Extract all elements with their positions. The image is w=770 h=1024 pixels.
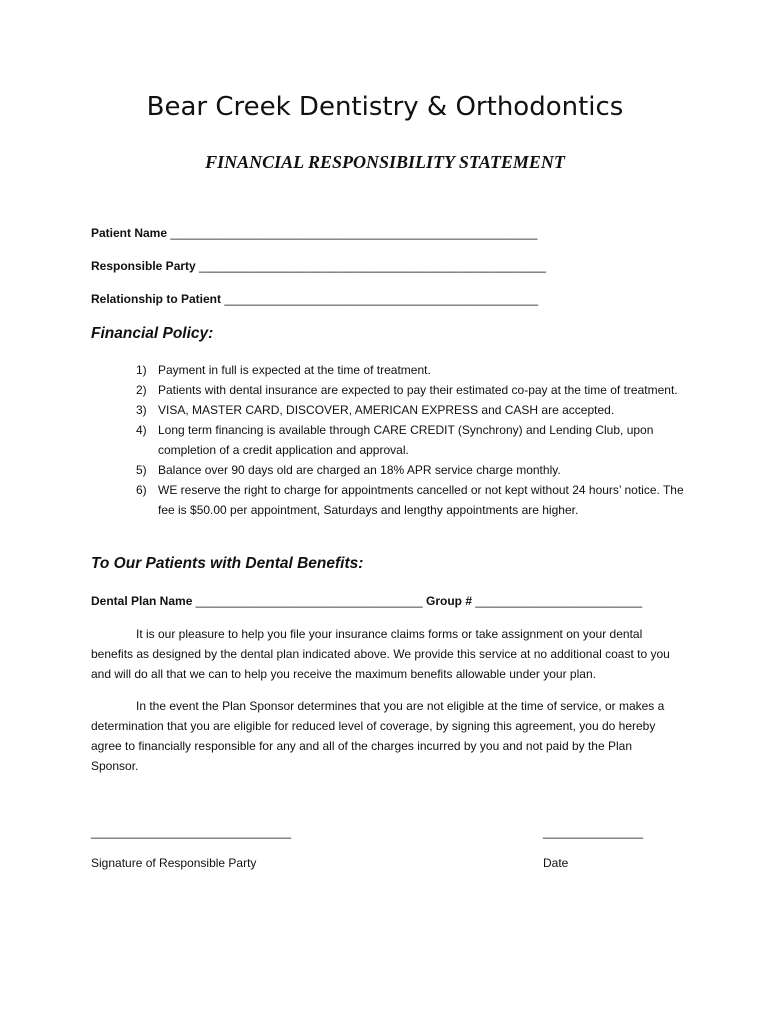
responsible-party-label: Responsible Party bbox=[91, 259, 196, 273]
list-item-text: Long term financing is available through CARE CREDIT (Synchrony) and Lending Club, upon completion of a credit application and approval. bbox=[158, 423, 654, 457]
dental-plan-blank[interactable]: __________________________________ bbox=[195, 594, 423, 608]
financial-policy-heading: Financial Policy: bbox=[91, 325, 214, 342]
relationship-field[interactable] bbox=[91, 292, 538, 306]
list-item-text: WE reserve the right to charge for appointments cancelled or not kept without 24 hours’ notice. The fee is $50.00 per appointment, Saturdays and lengthy appointments are higher. bbox=[158, 483, 684, 517]
relationship-label: Relationship to Patient bbox=[91, 292, 222, 306]
list-item-number: 5) bbox=[136, 463, 147, 477]
signature-label: Signature of Responsible Party bbox=[91, 856, 257, 870]
list-item-number: 3) bbox=[136, 403, 147, 417]
date-line[interactable]: _______________ bbox=[543, 825, 644, 839]
list-item bbox=[136, 420, 696, 460]
list-item bbox=[136, 360, 696, 380]
patient-name-field[interactable] bbox=[91, 226, 537, 240]
responsible-party-blank[interactable]: ____________________________________________________ bbox=[199, 259, 547, 273]
list-item-number: 2) bbox=[136, 383, 147, 397]
benefits-paragraph: It is our pleasure to help you file your insurance claims forms or take assignment on your dental benefits as designed by the dental plan indicated above. We provide this service at no additional coast to you and will do all that we can to help you receive the maximum benefits allowable under your plan. bbox=[91, 627, 670, 681]
list-item bbox=[136, 400, 696, 420]
list-item-text: Payment in full is expected at the time of treatment. bbox=[158, 363, 431, 377]
patient-name-label: Patient Name bbox=[91, 226, 168, 240]
list-item bbox=[136, 480, 696, 520]
list-item bbox=[136, 380, 696, 400]
list-item-text: VISA, MASTER CARD, DISCOVER, AMERICAN EXPRESS and CASH are accepted. bbox=[158, 403, 615, 417]
relationship-blank[interactable]: _______________________________________________ bbox=[224, 292, 539, 306]
responsible-party-field[interactable] bbox=[91, 259, 546, 273]
list-item bbox=[136, 460, 696, 480]
date-label: Date bbox=[543, 856, 569, 870]
plan-sponsor-paragraph: In the event the Plan Sponsor determines that you are not eligible at the time of service, or makes a determination that you are eligible for reduced level of coverage, by signing this agreement, you do hereby agree to financially responsible for any and all of the charges incurred by you and not paid by the Plan Sponsor. bbox=[91, 699, 665, 773]
dental-plan-field[interactable] bbox=[91, 594, 642, 608]
practice-title: Bear Creek Dentistry & Orthodontics bbox=[146, 92, 624, 122]
list-item-number: 4) bbox=[136, 423, 147, 437]
list-item-text: Patients with dental insurance are expected to pay their estimated co-pay at the time of treatment. bbox=[158, 383, 678, 397]
group-number-blank[interactable]: _________________________ bbox=[475, 594, 643, 608]
group-number-label: Group # bbox=[425, 594, 472, 608]
financial-policy-list bbox=[136, 360, 696, 520]
document-subtitle: FINANCIAL RESPONSIBILITY STATEMENT bbox=[205, 152, 565, 172]
patient-name-blank[interactable]: _______________________________________________________ bbox=[170, 226, 538, 240]
dental-plan-label: Dental Plan Name bbox=[91, 594, 193, 608]
list-item-number: 1) bbox=[136, 363, 147, 377]
signature-line[interactable]: ______________________________ bbox=[91, 825, 292, 839]
dental-benefits-heading: To Our Patients with Dental Benefits: bbox=[91, 555, 364, 572]
list-item-number: 6) bbox=[136, 483, 147, 497]
list-item-text: Balance over 90 days old are charged an 18% APR service charge monthly. bbox=[158, 463, 561, 477]
